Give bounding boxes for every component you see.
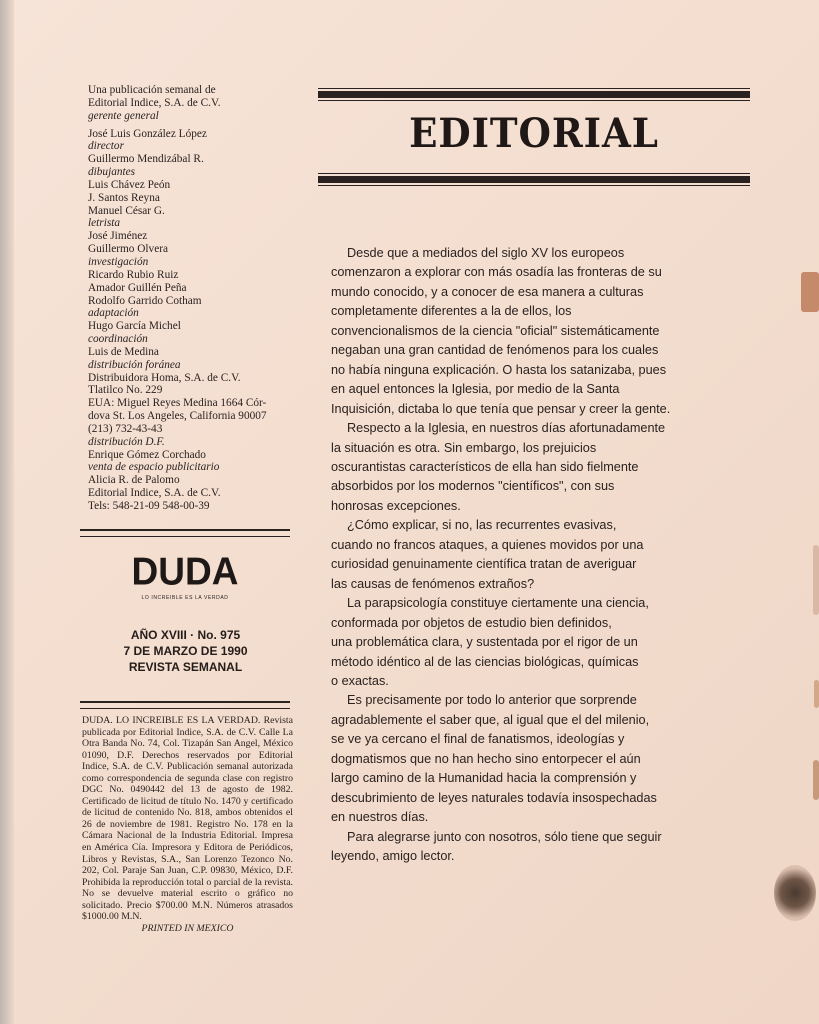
editorial-title: EDITORIAL (409, 110, 659, 157)
paper-stain (774, 865, 816, 921)
editorial-line: método idéntico al de las ciencias biológicas, químicas (331, 654, 639, 669)
staff-role: letrista (88, 217, 121, 230)
editorial-line: no había ninguna explicación. O hasta los satanizaba, pues (331, 362, 667, 377)
issue-year-number: AÑO XVIII · No. 975 (130, 628, 241, 642)
staff-name: Guillermo Olvera (88, 243, 168, 256)
editorial-line: Para alegrarse junto con nosotros, sólo tiene que seguir (347, 829, 662, 844)
staff-name: José Luis González López (88, 127, 207, 140)
editorial-line: Inquisición, dictaba lo que tenía que pensar y creer la gente. (331, 401, 671, 416)
logo-wordmark: DUDA (131, 549, 239, 593)
editorial-line: completamente diferentes a la de ellos, los (331, 304, 572, 319)
staff-name: Manuel César G. (88, 204, 165, 217)
editorial-line: Es precisamente por todo lo anterior que sorprende (347, 693, 637, 708)
duda-logo (130, 549, 240, 601)
staff-name: Amador Guillén Peña (88, 281, 187, 294)
editorial-line: descubrimiento de leyes naturales todavía insospechadas (331, 790, 657, 805)
staff-name: (213) 732-43-43 (88, 422, 163, 435)
staff-name: Alicia R. de Palomo (88, 474, 180, 487)
staff-role: investigación (88, 255, 149, 268)
colophon (82, 715, 293, 934)
issue-type: REVISTA SEMANAL (128, 660, 243, 674)
staff-name: José Jiménez (88, 230, 148, 243)
staff-name: Tlatilco No. 229 (88, 384, 163, 397)
paper-tear (814, 680, 819, 708)
staff-name: Guillermo Mendizábal R. (88, 153, 204, 166)
title-rule-top (318, 88, 750, 101)
editorial-line: convencionalismos de la ciencia "oficial" sistemáticamente (331, 323, 660, 338)
staff-name: Tels: 548-21-09 548-00-39 (88, 500, 210, 512)
staff-role: distribución D.F. (88, 435, 165, 448)
editorial-line: las causas de fenómenos extraños? (331, 576, 535, 591)
staff-role: venta de espacio publicitario (88, 461, 220, 474)
editorial-line: leyendo, amigo lector. (331, 849, 455, 864)
editorial-line: agradablemente el saber que, al igual que el del milenio, (331, 712, 650, 727)
staff-role: distribución foránea (88, 358, 181, 371)
editorial-line: oscurantistas característicos de ella han sido fielmente (331, 459, 639, 474)
editorial-body (331, 244, 701, 867)
editorial-line: honrosas excepciones. (331, 498, 461, 513)
staff-role: dibujantes (88, 166, 136, 179)
editorial-line: La parapsicología constituye ciertamente una ciencia, (347, 596, 649, 611)
staff-name: J. Santos Reyna (88, 191, 160, 204)
printed-in-mexico: PRINTED IN MEXICO (141, 922, 234, 934)
staff-name: dova St. Los Angeles, California 90007 (88, 410, 267, 423)
editorial-line: se ve ya cercano el final de fanatismos, ideologías y (331, 732, 625, 747)
staff-name: Distribuidora Homa, S.A. de C.V. (88, 371, 241, 384)
editorial-line: cuando no francos ataques, a quienes movidos por una (331, 537, 644, 552)
editorial-line: curiosidad genuinamente científica tratan de averiguar (331, 557, 637, 572)
staff-role: director (88, 140, 124, 153)
editorial-line: comenzaron a explorar con más osadía las fronteras de su (331, 265, 662, 280)
staff-name: Rodolfo Garrido Cotham (88, 294, 202, 307)
editorial-line: una problemática clara, y sustentada por el rigor de un (331, 635, 638, 650)
editorial-line: Desde que a mediados del siglo XV los europeos (347, 246, 625, 260)
issue-date: 7 DE MARZO DE 1990 (123, 644, 248, 658)
staff-name: Ricardo Rubio Ruiz (88, 268, 179, 281)
paper-tear (813, 760, 819, 800)
editorial-line: negaban una gran cantidad de fenómenos para los cuales (331, 343, 659, 358)
staff-name: Una publicación semanal de (88, 84, 216, 96)
staff-name: Enrique Gómez Corchado (88, 448, 206, 461)
editorial-line: en aquel entonces la Iglesia, por medio de la Santa (331, 382, 620, 397)
editorial-line: o exactas. (331, 673, 389, 688)
staff-name: EUA: Miguel Reyes Medina 1664 Cór- (88, 397, 267, 410)
issue-info (98, 627, 273, 675)
editorial-line: mundo conocido, y a conocer de esa manera a culturas (331, 284, 644, 299)
divider (80, 701, 290, 709)
paper-tear (813, 545, 819, 615)
staff-role: adaptación (88, 307, 139, 320)
staff-name: Luis Chávez Peón (88, 178, 171, 191)
editorial-line: conformada por objetos de estudio bien definidos, (331, 615, 612, 630)
logo-tagline: LO INCREIBLE ES LA VERDAD (141, 595, 229, 601)
staff-credits (88, 84, 303, 513)
staff-role: gerente general (88, 109, 159, 122)
title-rule-bottom (318, 173, 750, 186)
editorial-line: en nuestros días. (331, 810, 429, 825)
staff-name: Editorial Indice, S.A. de C.V. (88, 487, 221, 500)
paper-tear (801, 272, 819, 312)
editorial-line: dogmatismos que no han hecho sino entorpecer el aún (331, 751, 641, 766)
staff-name: Hugo García Michel (88, 320, 181, 333)
editorial-line: Respecto a la Iglesia, en nuestros días afortunadamente (347, 421, 666, 436)
editorial-line: largo camino de la Humanidad hacia la comprensión y (331, 771, 637, 786)
editorial-line: ¿Cómo explicar, si no, las recurrentes evasivas, (347, 518, 617, 533)
staff-name: Luis de Medina (88, 345, 159, 358)
editorial-line: absorbidos por los modernos "científicos", con sus (331, 479, 615, 494)
staff-role: coordinación (88, 333, 148, 346)
colophon-text: DUDA. LO INCREIBLE ES LA VERDAD. Revista publicada por Editorial Indice, S.A. de C.V. Calle La Otra Banda No. 74, Col. Tizapán San Angel, México 01090, D.F. Derechos reservados por Editorial Indice, S.A. de C.V. Publicación semanal autorizada como correspondencia de segunda clase con registro DGC No. 0490442 del 13 de agosto de 1982. Certificado de licitud de título No. 1470 y certificado de licitud de contenido No. 818, ambos obtenidos el 26 de noviembre de 1981. Registro No. 178 en la Cámara Nacional de la Industria Editorial. Impresa en América Cía. Impresora y Editora de Periódicos, Libros y Revistas, S.A., San Lorenzo Tezonco No. 202, Col. Paraje San Juan, C.P. 09830, México, D.F. Prohibida la reproducción total o parcial de la revista. No se devuelve material escrito o gráfico no solicitado. Precio $700.00 M.N. Números atrasados $1000.00 M.N. (82, 715, 293, 923)
divider (80, 529, 290, 537)
editorial-line: la situación es otra. Sin embargo, los prejuicios (331, 440, 597, 455)
staff-name: Editorial Indice, S.A. de C.V. (88, 96, 221, 109)
